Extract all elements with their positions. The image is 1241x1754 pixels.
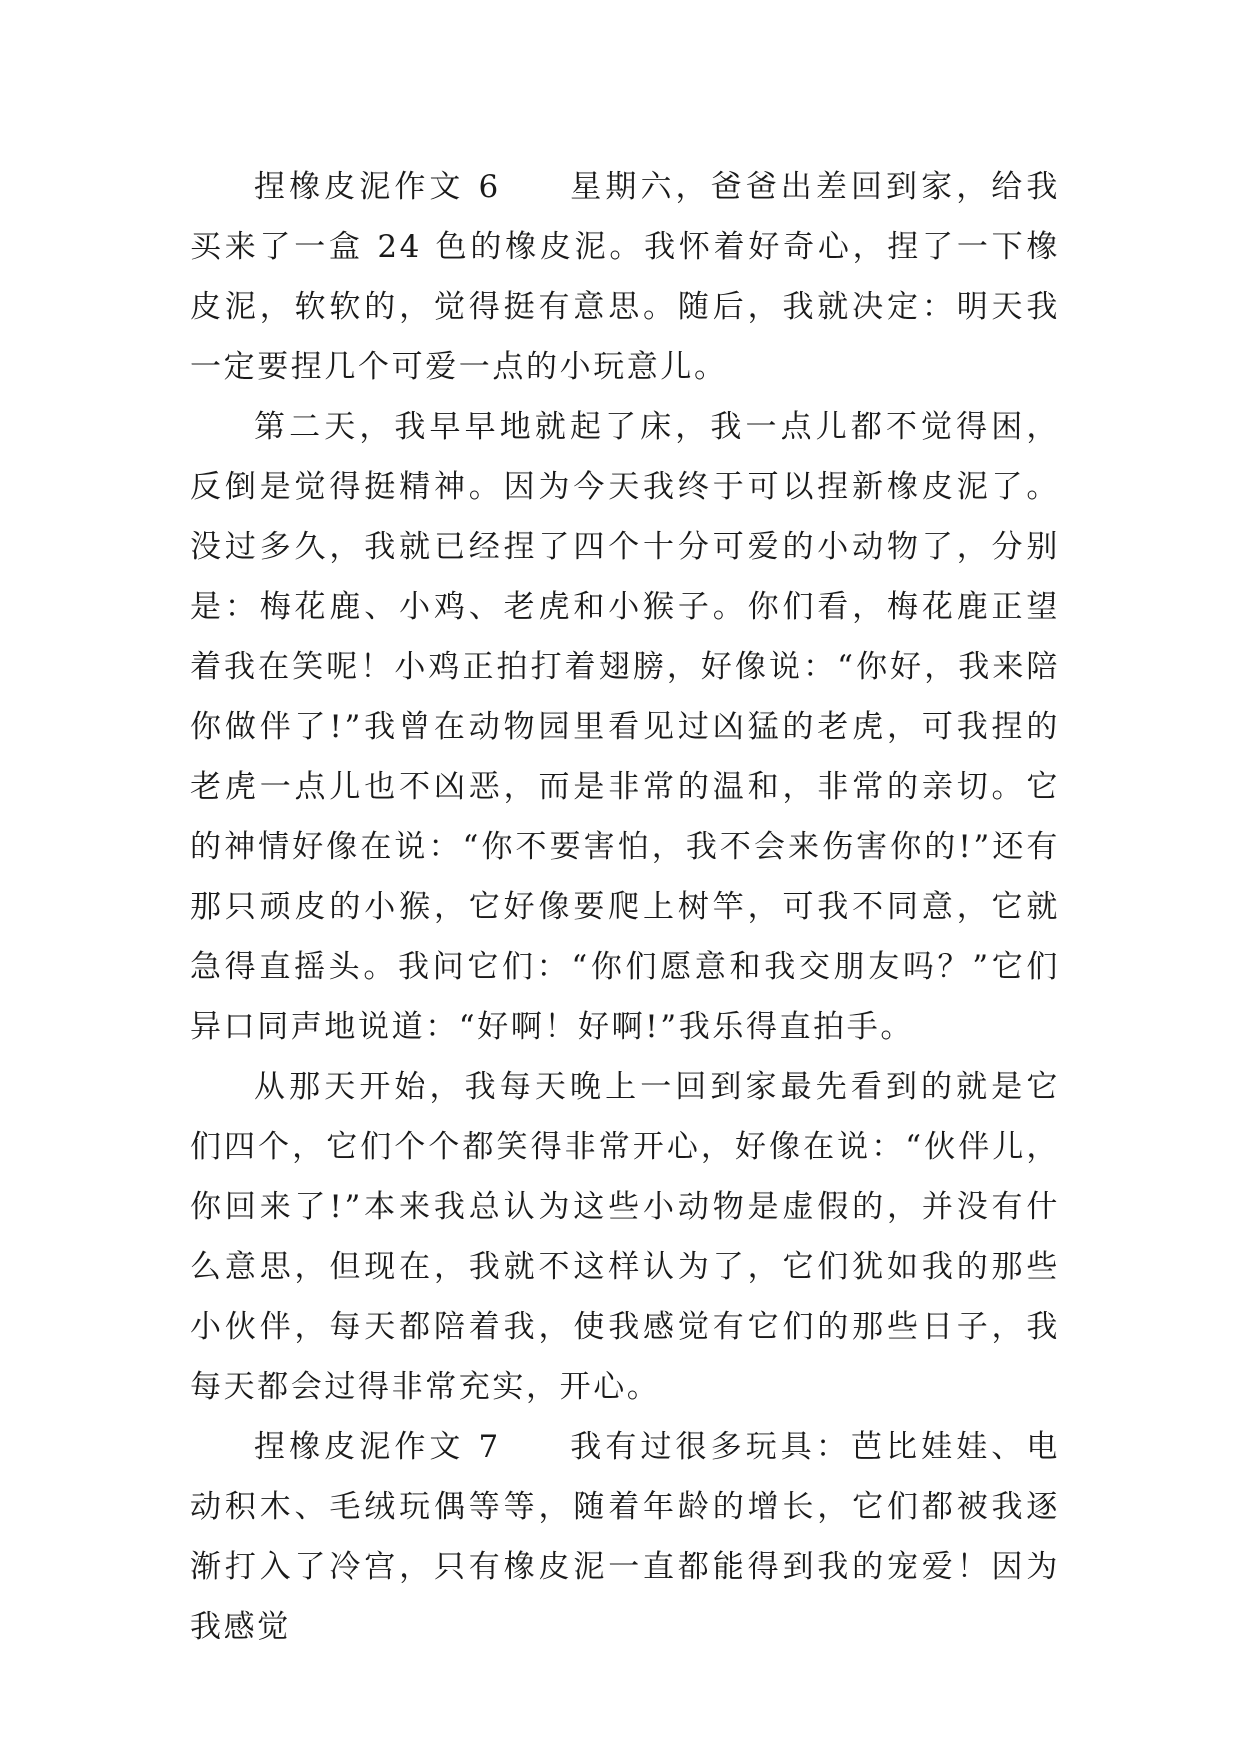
- paragraph-text: 我有过很多玩具：芭比娃娃、电动积木、毛绒玩偶等等，随着年龄的增长，它们都被我逐渐打入了冷宫，只有橡皮泥一直都能得到我的宠爱！因为我感觉: [190, 1429, 1060, 1645]
- paragraph-essay-7-intro: [190, 1417, 1060, 1657]
- essay-heading: 捏橡皮泥作文 7: [254, 1429, 501, 1465]
- paragraph-text: 第二天，我早早地就起了床，我一点儿都不觉得困，反倒是觉得挺精神。因为今天我终于可以捏新橡皮泥了。没过多久，我就已经捏了四个十分可爱的小动物了，分别是：梅花鹿、小鸡、老虎和小猴子。你们看，梅花鹿正望着我在笑呢！小鸡正拍打着翅膀，好像说：“你好，我来陪你做伴了!”我曾在动物园里看见过凶猛的老虎，可我捏的老虎一点儿也不凶恶，而是非常的温和，非常的亲切。它的神情好像在说：“你不要害怕，我不会来伤害你的!”还有那只顽皮的小猴，它好像要爬上树竿，可我不同意，它就急得直摇头。我问它们：“你们愿意和我交朋友吗？”它们异口同声地说道：“好啊！好啊!”我乐得直拍手。: [190, 409, 1060, 1045]
- document-page: [190, 157, 1060, 1657]
- paragraph-essay-6-intro: [190, 157, 1060, 397]
- essay-heading: 捏橡皮泥作文 6: [254, 169, 501, 205]
- paragraph-text: 从那天开始，我每天晚上一回到家最先看到的就是它们四个，它们个个都笑得非常开心，好像在说：“伙伴儿，你回来了!”本来我总认为这些小动物是虚假的，并没有什么意思，但现在，我就不这样认为了，它们犹如我的那些小伙伴，每天都陪着我，使我感觉有它们的那些日子，我每天都会过得非常充实，开心。: [190, 1069, 1060, 1405]
- paragraph-text: 星期六，爸爸出差回到家，给我买来了一盒 24 色的橡皮泥。我怀着好奇心，捏了一下橡皮泥，软软的，觉得挺有意思。随后，我就决定：明天我一定要捏几个可爱一点的小玩意儿。: [190, 169, 1060, 385]
- paragraph-from-that-day: [190, 1057, 1060, 1417]
- paragraph-second-day: [190, 397, 1060, 1057]
